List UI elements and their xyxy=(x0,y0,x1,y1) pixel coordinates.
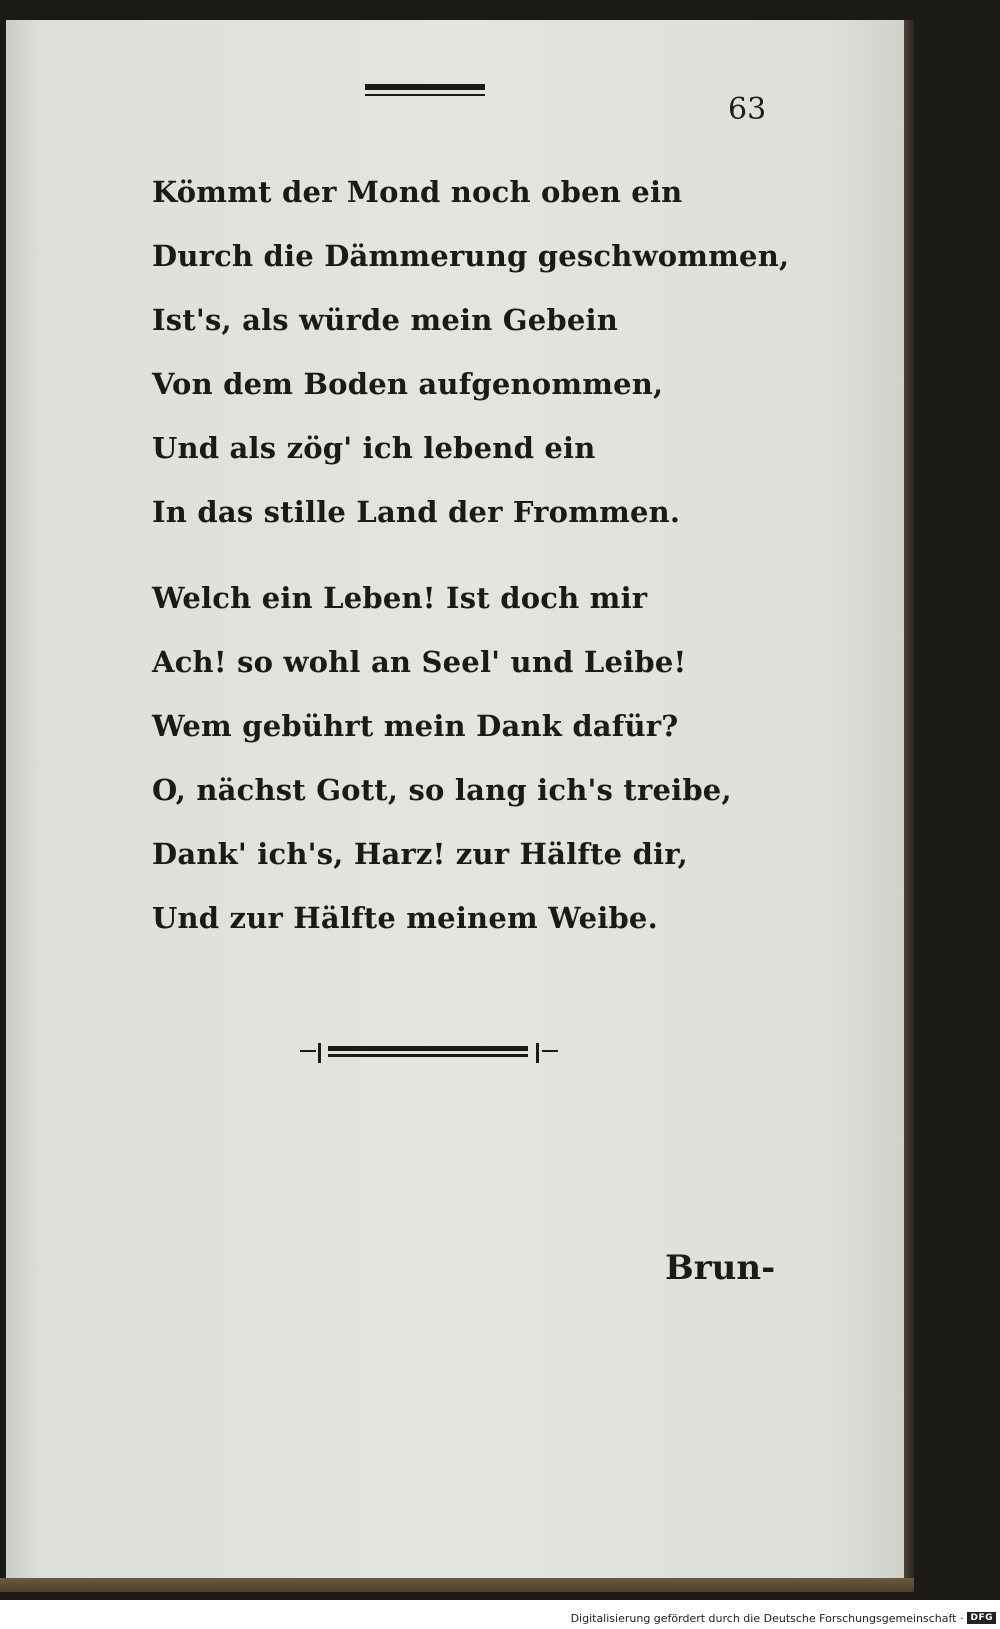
poem-body xyxy=(152,160,790,950)
poem-line: Ach! so wohl an Seel' und Leibe! xyxy=(152,645,687,679)
end-ornament-bar-thick xyxy=(328,1046,528,1051)
page-edge-bottom xyxy=(0,1578,914,1592)
end-ornament-tick-right xyxy=(536,1043,539,1063)
footer-credit-text: Digitalisierung gefördert durch die Deutsche Forschungsgemeinschaft · xyxy=(570,1611,964,1625)
header-rule-ornament xyxy=(365,84,485,98)
poem-line: Dank' ich's, Harz! zur Hälfte dir, xyxy=(152,837,688,871)
page-number: 63 xyxy=(728,92,767,127)
catchword: Brun- xyxy=(665,1248,776,1288)
end-ornament-bar-thin xyxy=(328,1054,528,1057)
end-ornament-dash-left xyxy=(300,1050,316,1052)
poem-line: Durch die Dämmerung geschwommen, xyxy=(152,239,790,273)
poem-line: O, nächst Gott, so lang ich's treibe, xyxy=(152,773,732,807)
end-ornament xyxy=(300,1043,558,1063)
header-rule-thin xyxy=(365,94,485,96)
poem-line: Wem gebührt mein Dank dafür? xyxy=(152,709,679,743)
stanza-2 xyxy=(152,566,732,950)
stanza-1 xyxy=(152,160,790,544)
end-ornament-tick-left xyxy=(318,1043,321,1063)
page-edge-right xyxy=(904,20,914,1590)
poem-line: Und als zög' ich lebend ein xyxy=(152,431,596,465)
digitization-footer xyxy=(571,1607,1000,1629)
poem-line: Kömmt der Mond noch oben ein xyxy=(152,175,683,209)
poem-line: Von dem Boden aufgenommen, xyxy=(152,367,664,401)
poem-line: Ist's, als würde mein Gebein xyxy=(152,303,619,337)
poem-line: Und zur Hälfte meinem Weibe. xyxy=(152,901,658,935)
dfg-logo-badge: DFG xyxy=(967,1612,996,1624)
poem-line: In das stille Land der Frommen. xyxy=(152,495,681,529)
end-ornament-dash-right xyxy=(542,1050,558,1052)
poem-line: Welch ein Leben! Ist doch mir xyxy=(152,581,648,615)
header-rule-thick xyxy=(365,84,485,90)
